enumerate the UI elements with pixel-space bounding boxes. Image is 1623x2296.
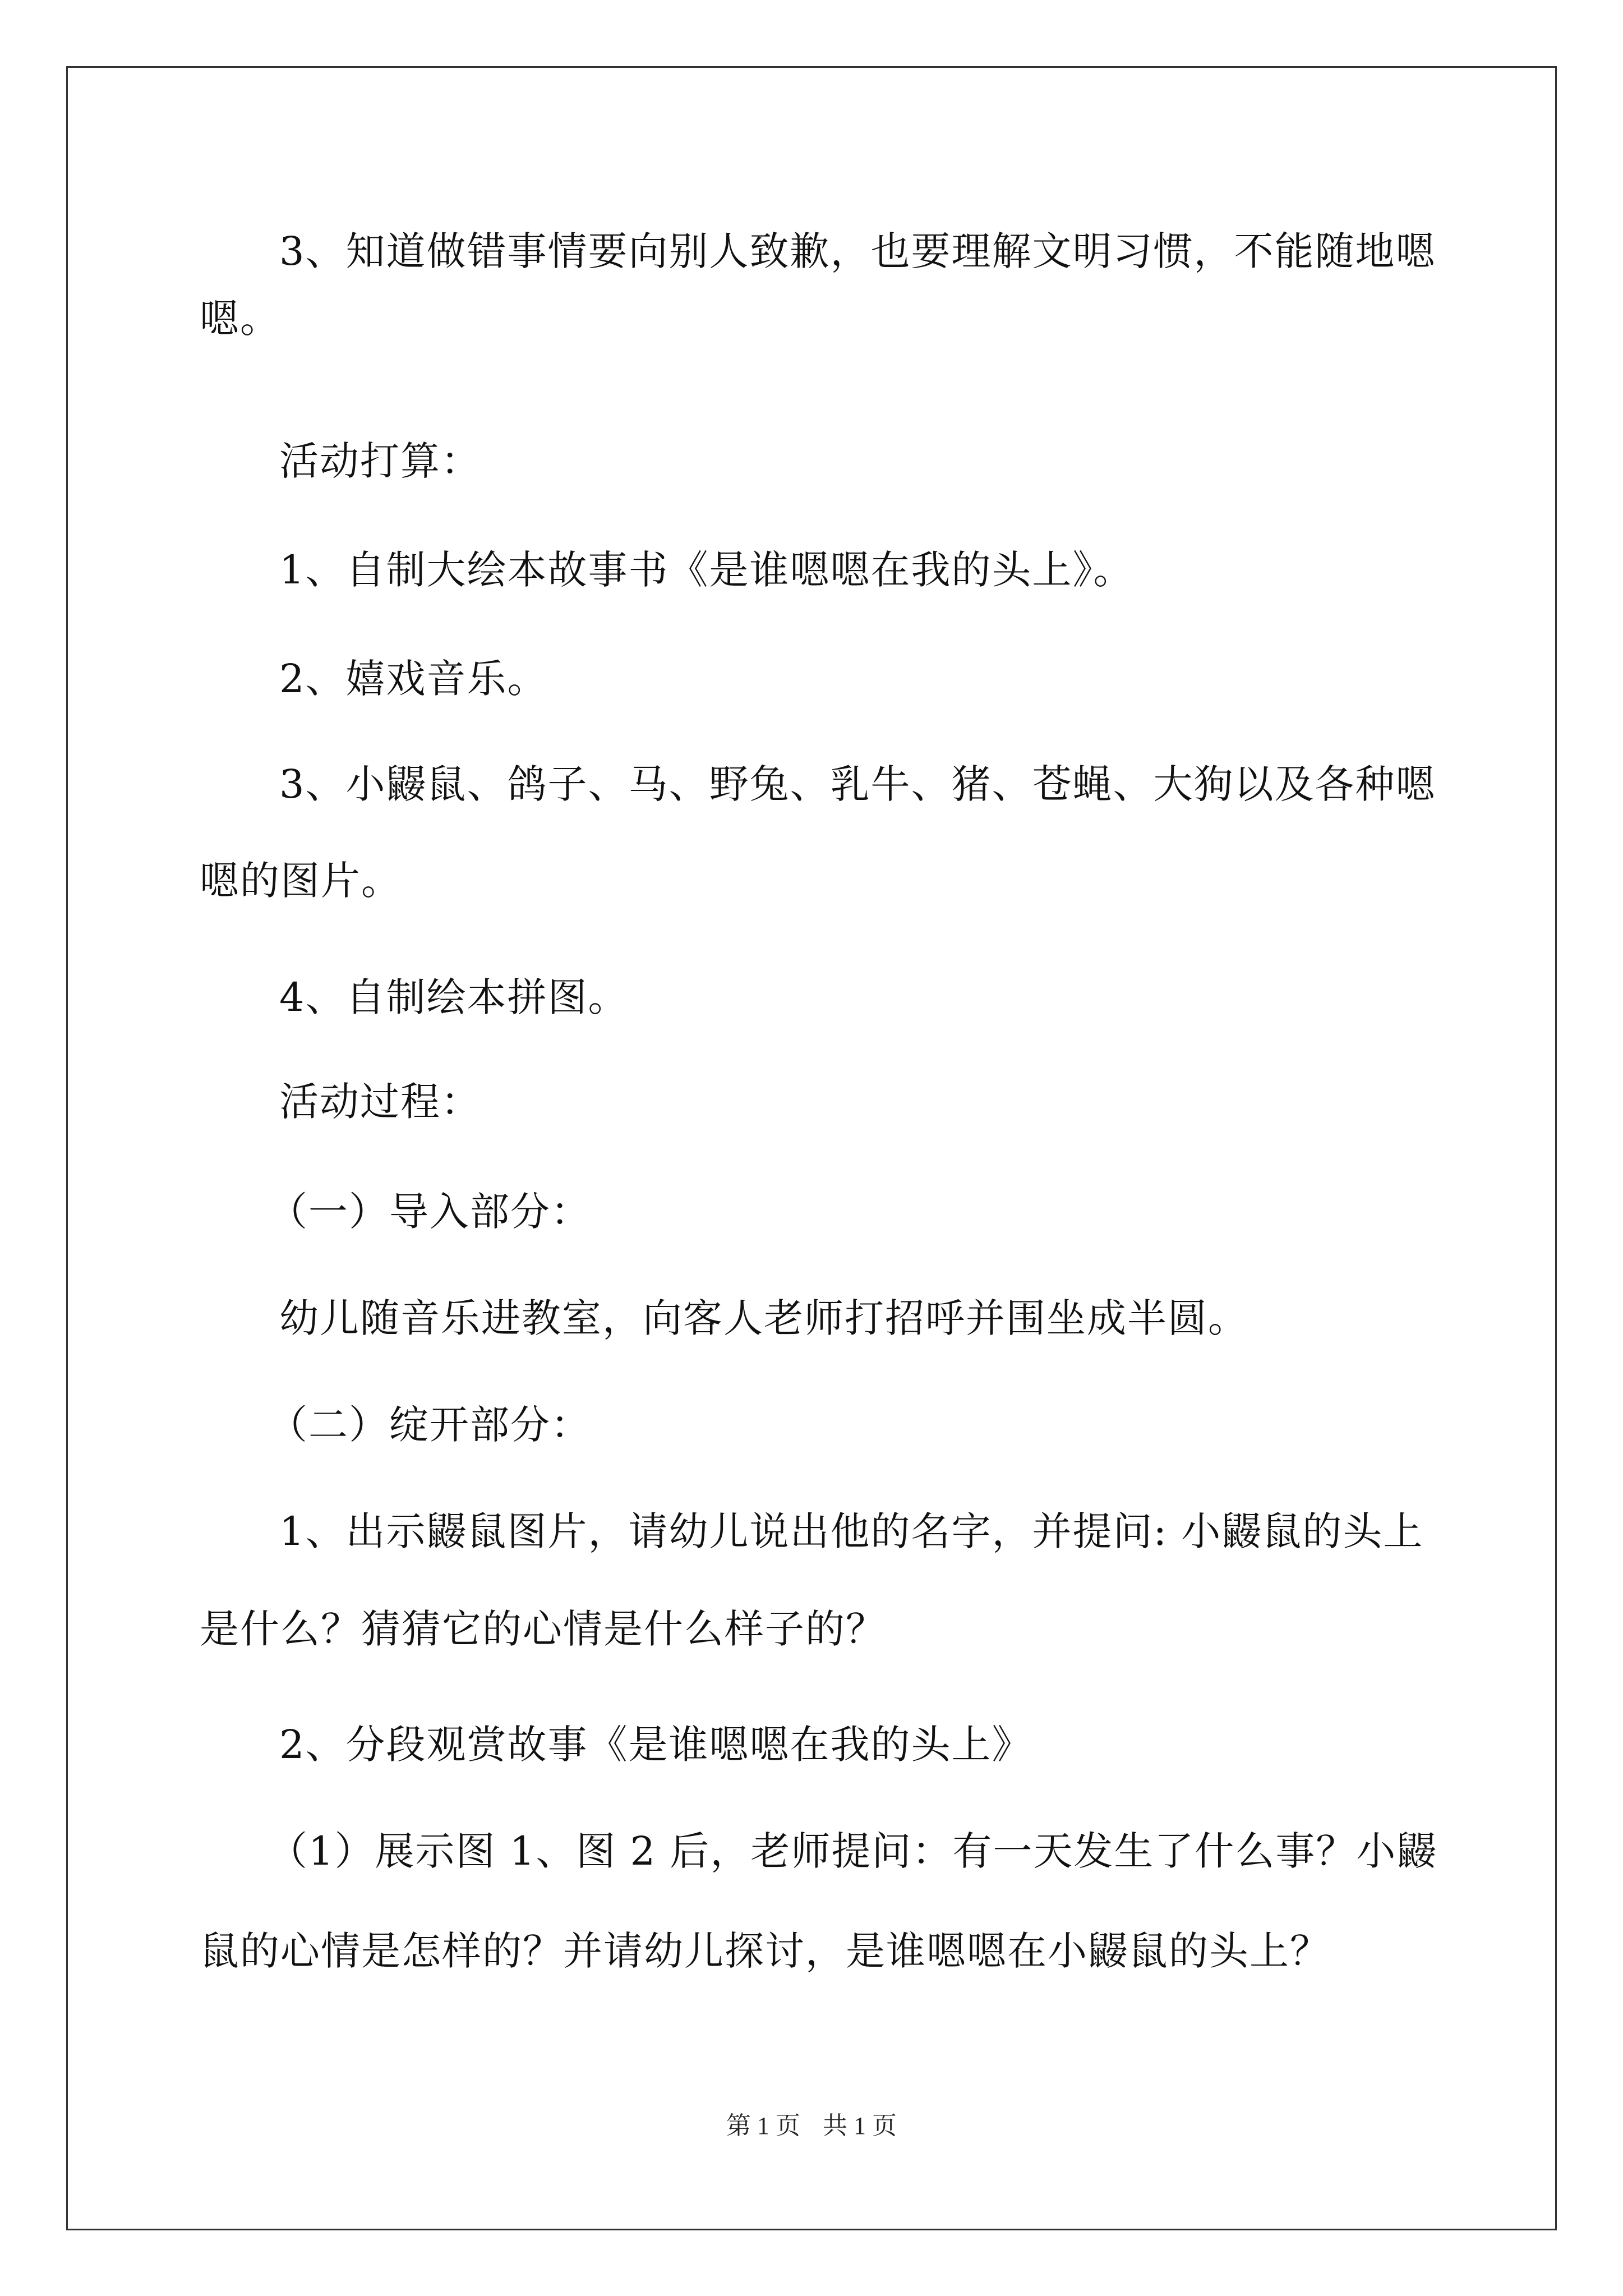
list-item: 2、嬉戏音乐。 — [279, 656, 548, 702]
section-heading: 活动打算： — [279, 438, 481, 484]
list-item: 1、自制大绘本故事书《是谁嗯嗯在我的头上》。 — [279, 547, 1134, 593]
list-item: 2、分段观赏故事《是谁嗯嗯在我的头上》 — [279, 1722, 1032, 1768]
list-item: 4、自制绘本拼图。 — [279, 974, 629, 1020]
section-heading: 活动过程： — [279, 1079, 481, 1125]
paragraph-line: 鼠的心情是怎样的？并请幼儿探讨，是谁嗯嗯在小鼹鼠的头上？ — [200, 1928, 1330, 1974]
page-total: 共 1 页 — [823, 2112, 897, 2139]
page-number: 第 1 页 — [726, 2112, 800, 2139]
list-item: 1、出示鼹鼠图片，请幼儿说出他的名字，并提问: 小鼹鼠的头上 — [279, 1508, 1424, 1554]
paragraph-line: 嗯的图片。 — [200, 858, 402, 904]
page-frame — [66, 66, 1557, 2230]
page-footer — [0, 2109, 1623, 2143]
subsection-heading: （二）绽开部分： — [268, 1402, 591, 1448]
list-item: 3、小鼹鼠、鸽子、马、野兔、乳牛、猪、苍蝇、大狗以及各种嗯 — [279, 761, 1436, 807]
subsection-heading: （一）导入部分： — [268, 1189, 591, 1235]
list-item: （1）展示图 1、图 2 后，老师提问：有一天发生了什么事？小鼹 — [268, 1828, 1437, 1874]
paragraph-line: 幼儿随音乐进教室，向客人老师打招呼并围坐成半圆。 — [279, 1295, 1248, 1341]
paragraph-line: 3、知道做错事情要向别人致歉，也要理解文明习惯，不能随地嗯 — [279, 228, 1436, 274]
paragraph-line: 是什么？猜猜它的心情是什么样子的？ — [200, 1606, 886, 1652]
paragraph-line: 嗯。 — [200, 296, 280, 342]
